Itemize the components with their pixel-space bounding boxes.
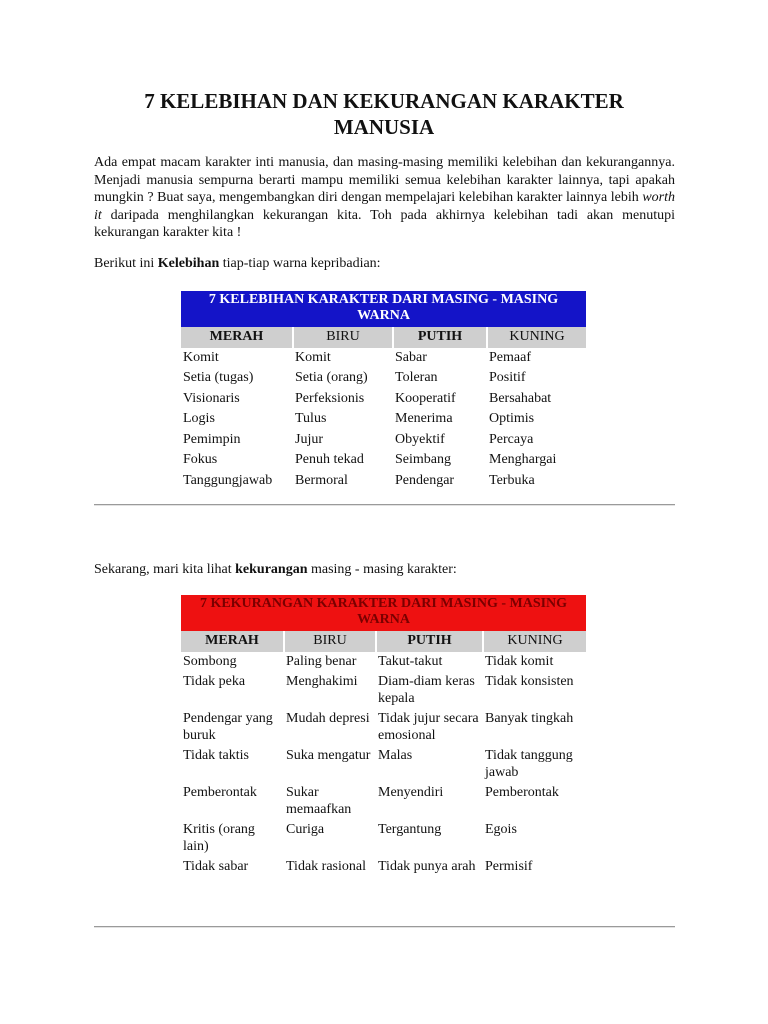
table-row xyxy=(181,857,586,878)
table-cell: Pemaaf xyxy=(489,349,531,365)
table-cell: Menerima xyxy=(395,411,453,426)
table-cell: Seimbang xyxy=(395,452,451,467)
table-cell: Visionaris xyxy=(183,390,240,406)
table-cell: Curiga xyxy=(286,822,325,837)
table-cell: Tidak punya arah xyxy=(378,859,476,874)
table-cell: Tidak sabar xyxy=(183,859,249,874)
table-cell: Percaya xyxy=(489,431,534,447)
table-row xyxy=(181,430,586,451)
table-cell: Tidak komit xyxy=(485,653,554,669)
lead1-before: Berikut ini xyxy=(94,256,158,271)
table-row xyxy=(181,746,586,783)
column-header-putih: PUTIH xyxy=(376,631,483,652)
column-header-kuning: KUNING xyxy=(483,631,586,652)
column-header-putih: PUTIH xyxy=(393,327,487,348)
kelebihan-table-title: 7 KELEBIHAN KARAKTER DARI MASING - MASING WARNA xyxy=(181,291,586,327)
table-row xyxy=(181,450,586,471)
table-row xyxy=(181,348,586,369)
table-cell: Menghargai xyxy=(489,452,557,467)
title-line-2: MANUSIA xyxy=(333,115,435,139)
intro-text-2: daripada menghilangkan kekurangan kita. Toh pada akhirnya kelebihan tadi akan menutupi kekurangan karakter kita ! xyxy=(94,207,675,241)
table-cell: Tidak taktis xyxy=(183,748,249,763)
lead2-after: masing - masing karakter: xyxy=(307,562,457,577)
table-cell: Komit xyxy=(183,349,219,365)
table-cell: Mudah depresi xyxy=(286,711,370,726)
kekurangan-table-title: 7 KEKURANGAN KARAKTER DARI MASING - MASING WARNA xyxy=(181,595,586,631)
table-row xyxy=(181,409,586,430)
table-cell: Malas xyxy=(378,748,413,763)
table-cell: Pendengar yang buruk xyxy=(183,711,273,743)
table-cell: Tidak rasional xyxy=(286,859,366,874)
kekurangan-lead xyxy=(94,561,457,579)
table-row xyxy=(181,820,586,857)
kelebihan-lead xyxy=(94,255,381,273)
table-cell: Egois xyxy=(485,822,517,837)
table-cell: Logis xyxy=(183,411,215,426)
lead2-before: Sekarang, mari kita lihat xyxy=(94,562,236,577)
table-cell: Pemberontak xyxy=(485,785,559,800)
table-cell: Diam-diam keras kepala xyxy=(378,674,475,706)
table-cell: Toleran xyxy=(395,370,438,385)
title-line-1: 7 KELEBIHAN DAN KEKURANGAN KARAKTER xyxy=(144,89,624,113)
table-cell: Pemimpin xyxy=(183,431,241,447)
kekurangan-table xyxy=(181,595,586,878)
table-cell: Sabar xyxy=(395,349,427,365)
table-cell: Positif xyxy=(489,370,526,385)
table-cell: Banyak tingkah xyxy=(485,711,574,726)
table-cell: Tanggungjawab xyxy=(183,472,273,488)
table-cell: Bersahabat xyxy=(489,390,552,406)
intro-text-1: Ada empat macam karakter inti manusia, dan masing-masing memiliki kelebihan dan kekurangannya. Menjadi manusia sempurna berarti mampu memiliki semua kelebihan karakter lainnya, tapi apakah mungkin ? Buat saya, mengembangkan diri dengan mempelajari kelebihan karakter lainnya lebih xyxy=(94,155,675,206)
table-cell: Fokus xyxy=(183,452,218,467)
kelebihan-table xyxy=(181,291,586,491)
table-cell: Paling benar xyxy=(286,653,357,669)
table-cell: Suka mengatur xyxy=(286,748,371,763)
column-header-biru: BIRU xyxy=(284,631,376,652)
table-row xyxy=(181,672,586,709)
table-cell: Setia (tugas) xyxy=(183,370,254,385)
table-row xyxy=(181,709,586,746)
table-cell: Setia (orang) xyxy=(295,370,368,385)
table-cell: Obyektif xyxy=(395,431,445,447)
table-row xyxy=(181,471,586,492)
column-header-kuning: KUNING xyxy=(487,327,586,348)
table-cell: Sukar memaafkan xyxy=(286,785,352,817)
lead2-bold: kekurangan xyxy=(235,562,308,577)
table-cell: Tergantung xyxy=(378,822,442,837)
table-cell: Optimis xyxy=(489,411,535,426)
table-cell: Tidak konsisten xyxy=(485,674,574,689)
kelebihan-table-body xyxy=(181,348,586,492)
table-cell: Permisif xyxy=(485,859,533,874)
intro-italic: worth it xyxy=(94,190,675,223)
lead1-bold: Kelebihan xyxy=(157,256,220,271)
divider-2 xyxy=(94,926,675,928)
table-row xyxy=(181,652,586,673)
table-row xyxy=(181,368,586,389)
table-cell: Terbuka xyxy=(489,472,535,488)
table-cell: Komit xyxy=(295,349,331,365)
lead1-after: tiap-tiap warna kepribadian: xyxy=(219,256,381,271)
table-cell: Tulus xyxy=(295,411,327,426)
column-header-biru: BIRU xyxy=(293,327,393,348)
table-row xyxy=(181,389,586,410)
table-cell: Pemberontak xyxy=(183,785,257,800)
table-cell: Bermoral xyxy=(295,472,348,488)
table-cell: Penuh tekad xyxy=(295,452,364,467)
table-cell: Sombong xyxy=(183,653,237,669)
table-cell: Tidak tanggung jawab xyxy=(485,748,573,780)
table-cell: Tidak jujur secara emosional xyxy=(378,711,479,743)
kekurangan-table-body xyxy=(181,652,586,878)
table-cell: Kooperatif xyxy=(395,390,456,406)
table-cell: Jujur xyxy=(295,431,323,447)
divider-1 xyxy=(94,504,675,506)
column-header-merah: MERAH xyxy=(181,631,284,652)
table-row xyxy=(181,783,586,820)
table-cell: Takut-takut xyxy=(378,653,443,669)
table-cell: Menyendiri xyxy=(378,785,444,800)
intro-paragraph xyxy=(94,154,675,242)
page-title xyxy=(90,88,678,140)
table-cell: Kritis (orang lain) xyxy=(183,822,255,854)
table-cell: Pendengar xyxy=(395,472,455,488)
column-header-merah: MERAH xyxy=(181,327,293,348)
table-cell: Perfeksionis xyxy=(295,390,365,406)
table-cell: Menghakimi xyxy=(286,674,358,689)
table-cell: Tidak peka xyxy=(183,674,246,689)
